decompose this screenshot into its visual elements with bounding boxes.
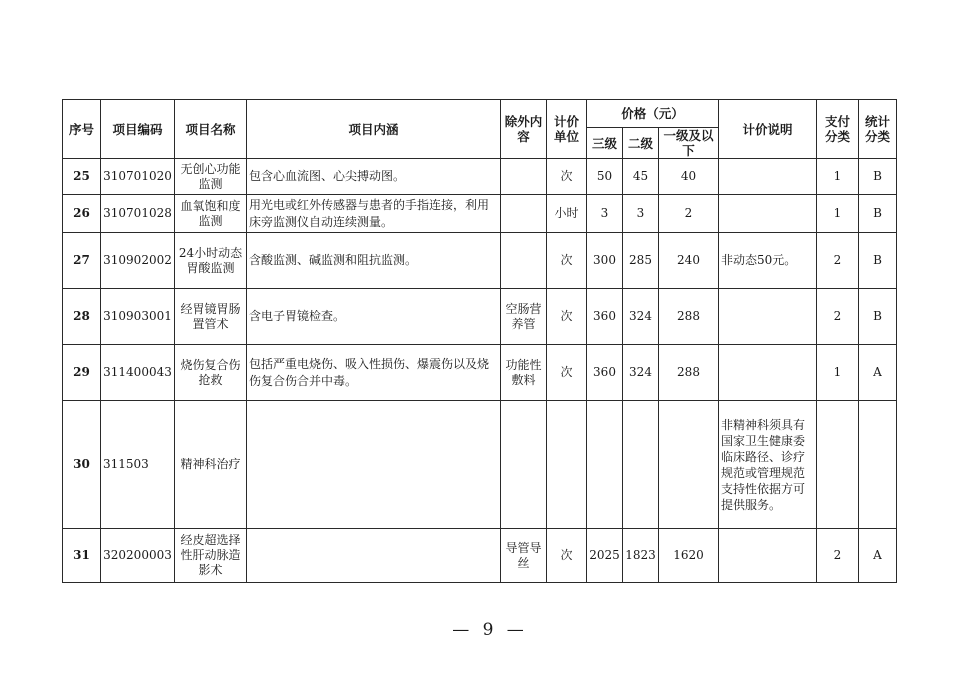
row-content: 包括严重电烧伤、吸入性损伤、爆震伤以及烧伤复合伤合并中毒。	[247, 345, 501, 401]
row-code: 311400043	[101, 345, 175, 401]
row-content: 用光电或红外传感器与患者的手指连接，利用床旁监测仪自动连续测量。	[247, 195, 501, 233]
header-code: 项目编码	[101, 100, 175, 159]
row-name: 血氧饱和度监测	[175, 195, 247, 233]
row-seq: 31	[63, 529, 101, 583]
row-seq: 28	[63, 289, 101, 345]
row-stat: A	[859, 529, 897, 583]
header-seq: 序号	[63, 100, 101, 159]
header-note: 计价说明	[719, 100, 817, 159]
row-unit: 次	[547, 159, 587, 195]
table-row	[63, 195, 897, 233]
row-payment: 2	[817, 529, 859, 583]
row-stat: B	[859, 195, 897, 233]
row-seq: 25	[63, 159, 101, 195]
row-stat	[859, 401, 897, 529]
row-code: 311503	[101, 401, 175, 529]
row-price-level2: 45	[623, 159, 659, 195]
row-price-level1: 288	[659, 289, 719, 345]
header-content: 项目内涵	[247, 100, 501, 159]
row-note	[719, 289, 817, 345]
row-price-level1: 288	[659, 345, 719, 401]
row-note	[719, 195, 817, 233]
page-number: — 9 —	[452, 620, 528, 640]
header-name: 项目名称	[175, 100, 247, 159]
row-note: 非精神科须具有国家卫生健康委临床路径、诊疗规范或管理规范支持性依据方可提供服务。	[719, 401, 817, 529]
row-unit: 次	[547, 529, 587, 583]
row-seq: 26	[63, 195, 101, 233]
header-excluded: 除外内容	[501, 100, 547, 159]
row-name: 精神科治疗	[175, 401, 247, 529]
row-payment: 1	[817, 345, 859, 401]
row-unit: 次	[547, 233, 587, 289]
row-note	[719, 529, 817, 583]
row-content	[247, 529, 501, 583]
row-payment	[817, 401, 859, 529]
row-excluded	[501, 195, 547, 233]
row-stat: B	[859, 159, 897, 195]
row-stat: B	[859, 289, 897, 345]
row-code: 310903001	[101, 289, 175, 345]
table-row	[63, 159, 897, 195]
row-stat: A	[859, 345, 897, 401]
row-unit: 次	[547, 289, 587, 345]
row-code: 310701020	[101, 159, 175, 195]
row-content: 含酸监测、碱监测和阻抗监测。	[247, 233, 501, 289]
row-price-level2	[623, 401, 659, 529]
row-price-level1: 40	[659, 159, 719, 195]
row-excluded	[501, 401, 547, 529]
table-row	[63, 529, 897, 583]
row-seq: 27	[63, 233, 101, 289]
row-excluded: 功能性敷料	[501, 345, 547, 401]
row-code: 310701028	[101, 195, 175, 233]
row-note	[719, 159, 817, 195]
price-table	[62, 99, 897, 583]
row-name: 无创心功能监测	[175, 159, 247, 195]
row-seq: 29	[63, 345, 101, 401]
row-name: 24小时动态胃酸监测	[175, 233, 247, 289]
row-price-level3: 3	[587, 195, 623, 233]
row-unit: 次	[547, 345, 587, 401]
row-price-level2: 1823	[623, 529, 659, 583]
row-stat: B	[859, 233, 897, 289]
row-price-level2: 285	[623, 233, 659, 289]
price-table-container	[62, 99, 897, 583]
row-price-level2: 3	[623, 195, 659, 233]
row-code: 310902002	[101, 233, 175, 289]
row-price-level3: 2025	[587, 529, 623, 583]
table-row	[63, 345, 897, 401]
row-price-level1: 1620	[659, 529, 719, 583]
header-price: 价格（元）	[587, 100, 719, 128]
row-payment: 1	[817, 159, 859, 195]
row-price-level2: 324	[623, 289, 659, 345]
table-row	[63, 289, 897, 345]
row-excluded: 空肠营养管	[501, 289, 547, 345]
row-note	[719, 345, 817, 401]
row-content	[247, 401, 501, 529]
row-payment: 2	[817, 233, 859, 289]
row-unit: 小时	[547, 195, 587, 233]
row-name: 经皮超选择性肝动脉造影术	[175, 529, 247, 583]
row-name: 烧伤复合伤抢救	[175, 345, 247, 401]
row-payment: 1	[817, 195, 859, 233]
row-price-level1: 240	[659, 233, 719, 289]
row-price-level2: 324	[623, 345, 659, 401]
row-content: 含电子胃镜检查。	[247, 289, 501, 345]
row-excluded	[501, 159, 547, 195]
table-row	[63, 233, 897, 289]
row-content: 包含心血流图、心尖搏动图。	[247, 159, 501, 195]
header-level3: 三级	[587, 128, 623, 159]
row-note: 非动态50元。	[719, 233, 817, 289]
header-stat: 统计分类	[859, 100, 897, 159]
row-price-level3: 360	[587, 345, 623, 401]
row-price-level3: 300	[587, 233, 623, 289]
header-level1: 一级及以下	[659, 128, 719, 159]
row-unit	[547, 401, 587, 529]
row-price-level1: 2	[659, 195, 719, 233]
table-row	[63, 401, 897, 529]
row-payment: 2	[817, 289, 859, 345]
header-level2: 二级	[623, 128, 659, 159]
row-seq: 30	[63, 401, 101, 529]
row-code: 320200003	[101, 529, 175, 583]
row-name: 经胃镜胃肠置管术	[175, 289, 247, 345]
row-price-level1	[659, 401, 719, 529]
header-unit: 计价单位	[547, 100, 587, 159]
row-price-level3: 50	[587, 159, 623, 195]
row-excluded: 导管导丝	[501, 529, 547, 583]
row-excluded	[501, 233, 547, 289]
row-price-level3: 360	[587, 289, 623, 345]
header-payment: 支付分类	[817, 100, 859, 159]
row-price-level3	[587, 401, 623, 529]
